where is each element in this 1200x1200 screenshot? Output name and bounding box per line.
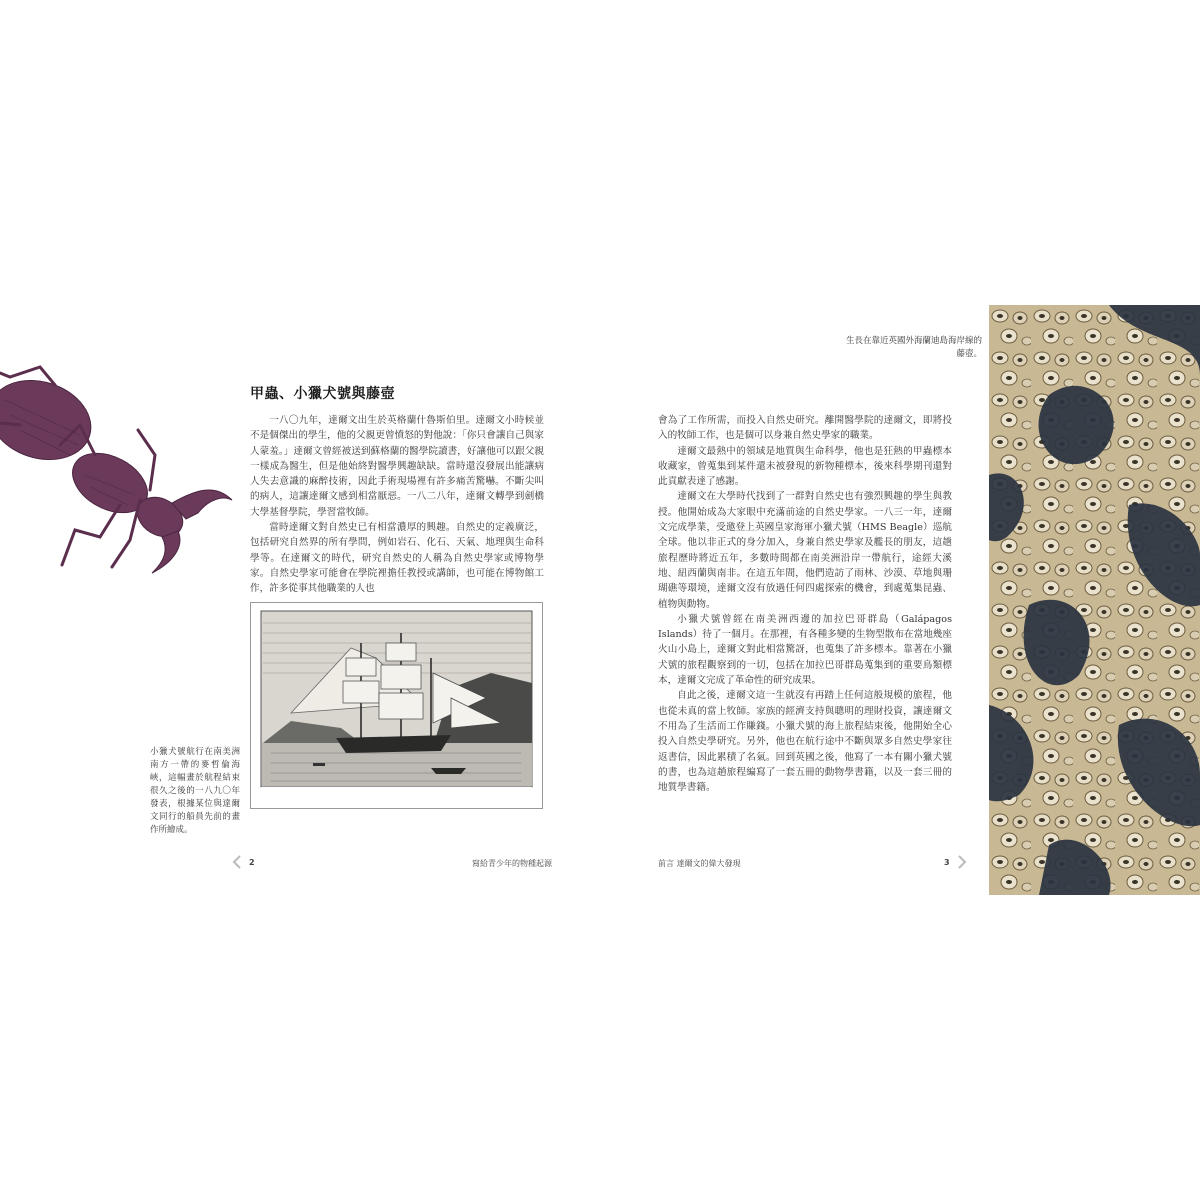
beagle-engraving-frame bbox=[250, 602, 543, 809]
barnacle-caption: 生長在靠近英國外海蘭迪島海岸線的藤壺。 bbox=[845, 336, 982, 359]
paragraph: 會為了工作所需，而投入自然史研究。離開醫學院的達爾文，即將投入的牧師工作，也是個可以身兼自然史學家的職業。 bbox=[658, 415, 952, 442]
section-heading: 甲蟲、小獵犬號與藤壺 bbox=[250, 386, 395, 402]
right-page-text bbox=[658, 413, 952, 795]
book-spread bbox=[0, 305, 1200, 895]
right-running-title: 前言 達爾文的偉大發現 bbox=[658, 859, 741, 868]
paragraph: 自此之後，達爾文這一生就沒有再踏上任何這般規模的旅程，他也從未真的當上牧師。家族的經濟支持與聰明的理財投資，讓達爾文不用為了生活而工作賺錢。小獵犬號的海上旅程結束後，他開始全心投入自然史學研究。另外，他也在航行途中不斷與眾多自然史學家往返書信，因此累積了名氣。回到英國之後，他寫了一本有關小獵犬號的書，也為這趟旅程編寫了一套五冊的動物學書籍，以及一套三冊的地質學書籍。 bbox=[658, 690, 952, 794]
left-page-number: 2 bbox=[249, 858, 255, 867]
paragraph: 達爾文在大學時代找到了一群對自然史也有強烈興趣的學生與教授。他開始成為大家眼中充滿前途的自然史學家。一八三一年，達爾文完成學業，受邀登上英國皇家海軍小獵犬號（HMS Beagle）巡航全球。他以非正式的身分加入，身兼自然史學家及艦長的朋友，這趟旅程歷時將近五年，多數時間都在南美洲沿岸一帶航行，途經大溪地、紐西蘭與南非。在這五年間，他們造訪了雨林、沙漠、草地與珊瑚礁等環境，達爾文沒有放過任何四處探索的機會，到處蒐集昆蟲、植物與動物。 bbox=[658, 491, 952, 610]
beagle-engraving bbox=[251, 603, 542, 808]
prev-page-arrow-icon bbox=[232, 855, 242, 869]
paragraph: 小獵犬號曾經在南美洲西邊的加拉巴哥群島（Galápagos Islands）待了一個月。在那裡，有各種多變的生物型散布在當地幾座火山小島上，達爾文對此相當驚訝，也蒐集了許多標本。靠著在小獵犬號的旅程觀察到的一切，包括在加拉巴哥群島蒐集到的重要鳥類標本，達爾文完成了革命性的研究成果。 bbox=[658, 613, 952, 687]
left-page-text bbox=[250, 413, 544, 597]
stag-beetle-illustration bbox=[0, 305, 235, 575]
right-page-number: 3 bbox=[944, 858, 950, 867]
paragraph: 一八〇九年，達爾文出生於英格蘭什魯斯伯里。達爾文小時候並不是個傑出的學生，他的父親更曾憤怒的對他說：「你只會讓自己與家人蒙羞。」達爾文曾經被送到蘇格蘭的醫學院讀書，好讓他可以跟父親一樣成為醫生，但是他始終對醫學興趣缺缺。當時還沒發展出能讓病人失去意識的麻醉技術，因此手術現場裡有許多痛苦驚嚇。不斷尖叫的病人，這讓達爾文感到相當厭惡。一八二八年，達爾文轉學到劍橋大學基督學院，學習當牧師。 bbox=[250, 415, 544, 518]
beagle-caption: 小獵犬號航行在南美洲南方一帶的麥哲倫海峽，這幅畫於航程結束很久之後的一八九〇年發表，根據某位與達爾文同行的船員先前的畫作所繪成。 bbox=[150, 747, 240, 835]
left-running-title: 寫給青少年的物種起源 bbox=[472, 859, 552, 868]
next-page-arrow-icon bbox=[957, 855, 967, 869]
paragraph: 當時達爾文對自然史已有相當濃厚的興趣。自然史的定義廣泛，包括研究自然界的所有學問，例如岩石、化石、天氣、地理與生命科學等。在達爾文的時代，研究自然史的人稱為自然史學家或博物學家。自然史學家可能會在學院裡擔任教授或講師，也可能在博物館工作，許多從事其他職業的人也 bbox=[250, 522, 544, 595]
paragraph: 達爾文最熱中的領域是地質與生命科學，他也是狂熱的甲蟲標本收藏家，曾蒐集到某件還未被發現的新物種標本，後來科學期刊還對此貢獻表達了感謝。 bbox=[658, 445, 952, 488]
barnacle-photo bbox=[989, 305, 1200, 895]
